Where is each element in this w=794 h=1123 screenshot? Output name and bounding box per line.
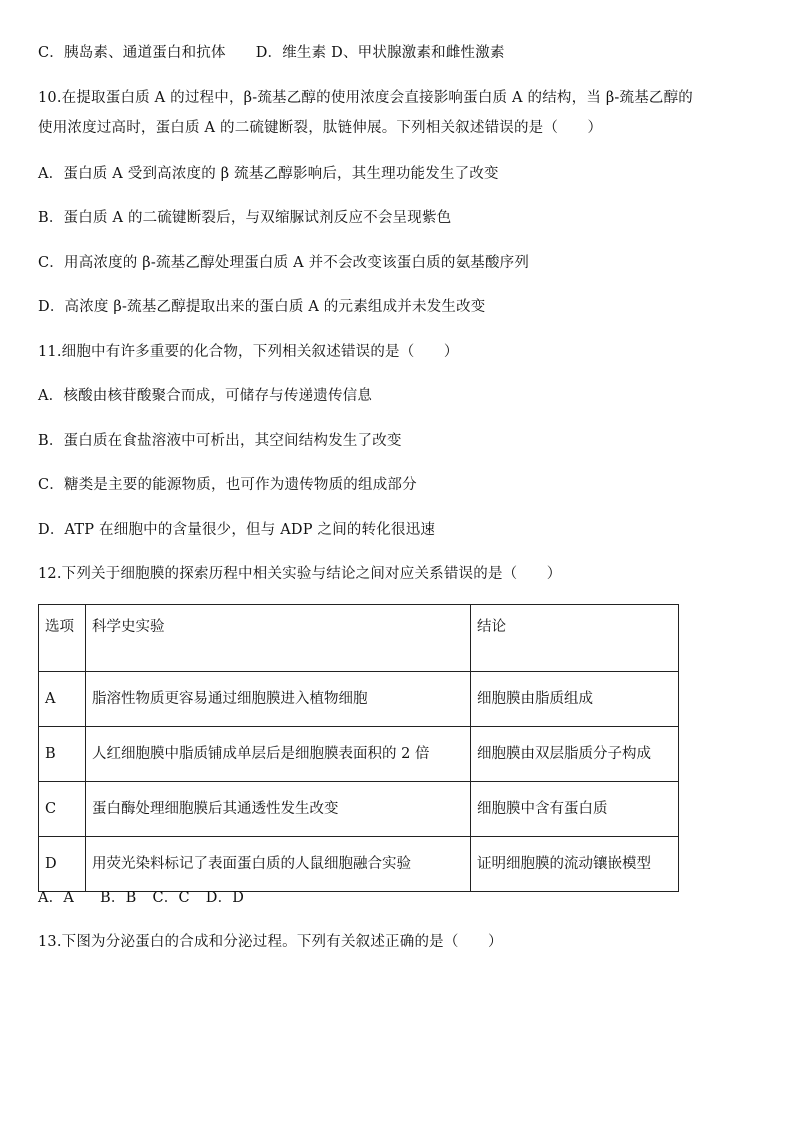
q11-option-c: C．糖类是主要的能源物质，也可作为遗传物质的组成部分 (38, 477, 417, 493)
q10-option-a: A．蛋白质 A 受到高浓度的 β 巯基乙醇影响后，其生理功能发生了改变 (38, 166, 499, 182)
q9-option-d: D．维生素 D、甲状腺激素和雌性激素 (255, 45, 505, 61)
table-cell-option: C (39, 782, 86, 837)
q12-answer-d: D．D (205, 890, 245, 906)
table-row (39, 727, 679, 782)
table-header-conclusion: 结论 (471, 605, 679, 672)
q12-table (38, 604, 679, 892)
q10-option-b: B．蛋白质 A 的二硫键断裂后，与双缩脲试剂反应不会呈现紫色 (38, 210, 452, 226)
q12-answer-b: B．B (100, 890, 137, 906)
table-header-option: 选项 (39, 605, 86, 672)
q9-options-cd (38, 43, 505, 63)
table-cell-option: B (39, 727, 86, 782)
q13-stem: 13.下图为分泌蛋白的合成和分泌过程。下列有关叙述正确的是（ ） (38, 934, 503, 950)
table-row (39, 672, 679, 727)
q11-option-a: A．核酸由核苷酸聚合而成，可储存与传递遗传信息 (38, 388, 373, 404)
table-row (39, 782, 679, 837)
q9-option-c: C．胰岛素、通道蛋白和抗体 (38, 45, 226, 61)
table-cell-experiment: 脂溶性物质更容易通过细胞膜进入植物细胞 (86, 672, 471, 727)
table-header-row (39, 605, 679, 672)
q10-stem-line2: 使用浓度过高时，蛋白质 A 的二硫键断裂，肽链伸展。下列相关叙述错误的是（ ） (38, 120, 603, 136)
q10-option-d: D．高浓度 β-巯基乙醇提取出来的蛋白质 A 的元素组成并未发生改变 (38, 299, 486, 315)
q11-stem: 11.细胞中有许多重要的化合物，下列相关叙述错误的是（ ） (38, 344, 459, 360)
q12-answer-c: C．C (152, 890, 190, 906)
table-cell-experiment: 用荧光染料标记了表面蛋白质的人鼠细胞融合实验 (86, 837, 471, 892)
table-cell-conclusion: 细胞膜由脂质组成 (471, 672, 679, 727)
table-cell-conclusion: 证明细胞膜的流动镶嵌模型 (471, 837, 679, 892)
q12-answer-options (38, 888, 244, 908)
table-cell-conclusion: 细胞膜由双层脂质分子构成 (471, 727, 679, 782)
q10-option-c: C．用高浓度的 β-巯基乙醇处理蛋白质 A 并不会改变该蛋白质的氨基酸序列 (38, 255, 530, 271)
table-cell-option: D (39, 837, 86, 892)
table-cell-conclusion: 细胞膜中含有蛋白质 (471, 782, 679, 837)
table-row (39, 837, 679, 892)
q10-stem-line1: 10.在提取蛋白质 A 的过程中，β-巯基乙醇的使用浓度会直接影响蛋白质 A 的结构，当 β-巯基乙醇的 (38, 90, 694, 106)
q12-stem: 12.下列关于细胞膜的探索历程中相关实验与结论之间对应关系错误的是（ ） (38, 566, 562, 582)
table-cell-experiment: 人红细胞膜中脂质铺成单层后是细胞膜表面积的 2 倍 (86, 727, 471, 782)
q11-option-d: D．ATP 在细胞中的含量很少，但与 ADP 之间的转化很迅速 (38, 522, 436, 538)
table-cell-option: A (39, 672, 86, 727)
table-cell-experiment: 蛋白酶处理细胞膜后其通透性发生改变 (86, 782, 471, 837)
q12-answer-a: A．A (38, 890, 75, 906)
q11-option-b: B．蛋白质在食盐溶液中可析出，其空间结构发生了改变 (38, 433, 402, 449)
table-header-experiment: 科学史实验 (86, 605, 471, 672)
